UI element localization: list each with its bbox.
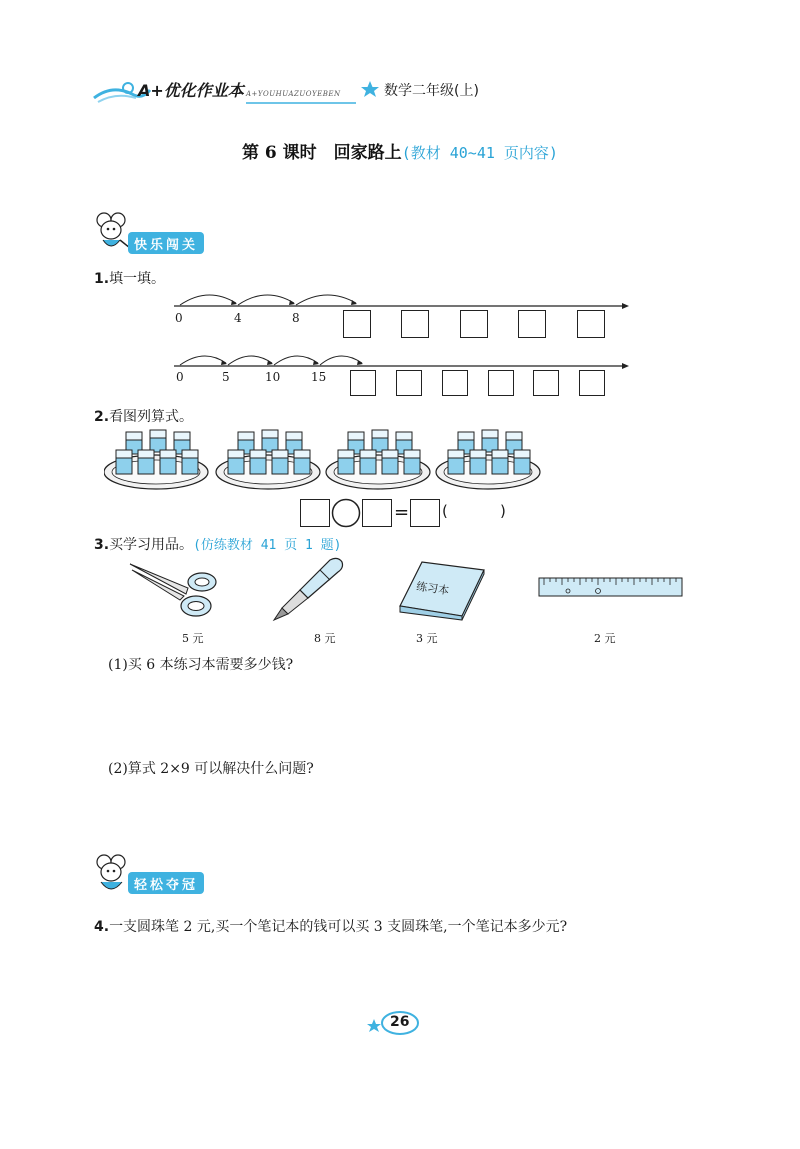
question-text: 买学习用品。 (109, 537, 194, 553)
tick-label: 8 (292, 311, 300, 325)
star-icon (360, 80, 380, 98)
price-pen: 8 元 (314, 632, 336, 645)
answer-box[interactable] (396, 370, 422, 396)
answer-box[interactable] (350, 370, 376, 396)
brand-subtitle: A+YOUHUAZUOYEBEN (246, 90, 341, 98)
subquestion-1: (1)买 6 本练习本需要多少钱? (108, 657, 294, 673)
question-2 (94, 406, 193, 426)
tick-label: 15 (311, 370, 327, 384)
question-text: 看图列算式。 (109, 409, 194, 425)
notebook-icon (392, 556, 492, 622)
tick-label: 4 (234, 311, 242, 325)
answer-box[interactable] (460, 310, 488, 338)
price-ruler: 2 元 (594, 632, 616, 645)
question-number: 3. (94, 537, 110, 553)
question-number: 1. (94, 271, 110, 287)
header-divider (246, 100, 356, 106)
question-3 (94, 534, 342, 554)
question-4 (94, 916, 567, 936)
brand-logo (98, 76, 358, 106)
lesson-title-main: 第 6 课时 回家路上 (242, 143, 402, 163)
section-badge-easy: 轻松夺冠 (128, 872, 204, 894)
subquestion-2: (2)算式 2×9 可以解决什么问题? (108, 761, 314, 777)
question-number: 2. (94, 409, 110, 425)
answer-box[interactable] (343, 310, 371, 338)
equals-sign: = (394, 502, 410, 523)
answer-box[interactable] (410, 499, 440, 527)
fountain-pen-icon (268, 554, 348, 624)
lesson-title-note: (教材 40~41 页内容) (401, 144, 558, 162)
brand-name: A+优化作业本 (138, 81, 244, 100)
answer-box[interactable] (518, 310, 546, 338)
page-number: 26 (390, 1014, 410, 1030)
question-1 (94, 268, 165, 288)
answer-box[interactable] (442, 370, 468, 396)
page-number-badge (360, 1010, 440, 1036)
answer-box[interactable] (300, 499, 330, 527)
ruler-icon (538, 576, 684, 600)
price-notebook: 3 元 (416, 632, 438, 645)
scissors-icon (126, 556, 226, 620)
mouse-mascot-icon (90, 210, 130, 254)
lesson-title (0, 138, 800, 163)
answer-box[interactable] (401, 310, 429, 338)
mouse-mascot-icon (90, 852, 130, 896)
question-text: 填一填。 (109, 271, 166, 287)
tick-label: 0 (175, 311, 183, 325)
notebook-cover-text: 练习本 (415, 579, 450, 598)
grade-label: 数学二年级(上) (384, 83, 479, 99)
answer-box[interactable] (533, 370, 559, 396)
tick-label: 10 (265, 370, 281, 384)
tick-label: 0 (176, 370, 184, 384)
price-scissors: 5 元 (182, 632, 204, 645)
answer-box[interactable] (488, 370, 514, 396)
question-text: 一支圆珠笔 2 元,买一个笔记本的钱可以买 3 支圆珠笔,一个笔记本多少元? (109, 919, 568, 935)
answer-box[interactable] (362, 499, 392, 527)
question-number: 4. (94, 919, 110, 935)
paren-close: ) (500, 502, 506, 520)
answer-box[interactable] (579, 370, 605, 396)
trays-of-glasses-illustration (104, 428, 554, 494)
question-note: (仿练教材 41 页 1 题) (193, 538, 342, 553)
operator-circle[interactable] (330, 498, 362, 528)
tick-label: 5 (222, 370, 230, 384)
answer-box[interactable] (577, 310, 605, 338)
paren-open: ( (442, 502, 448, 520)
section-badge-happy: 快乐闯关 (128, 232, 204, 254)
